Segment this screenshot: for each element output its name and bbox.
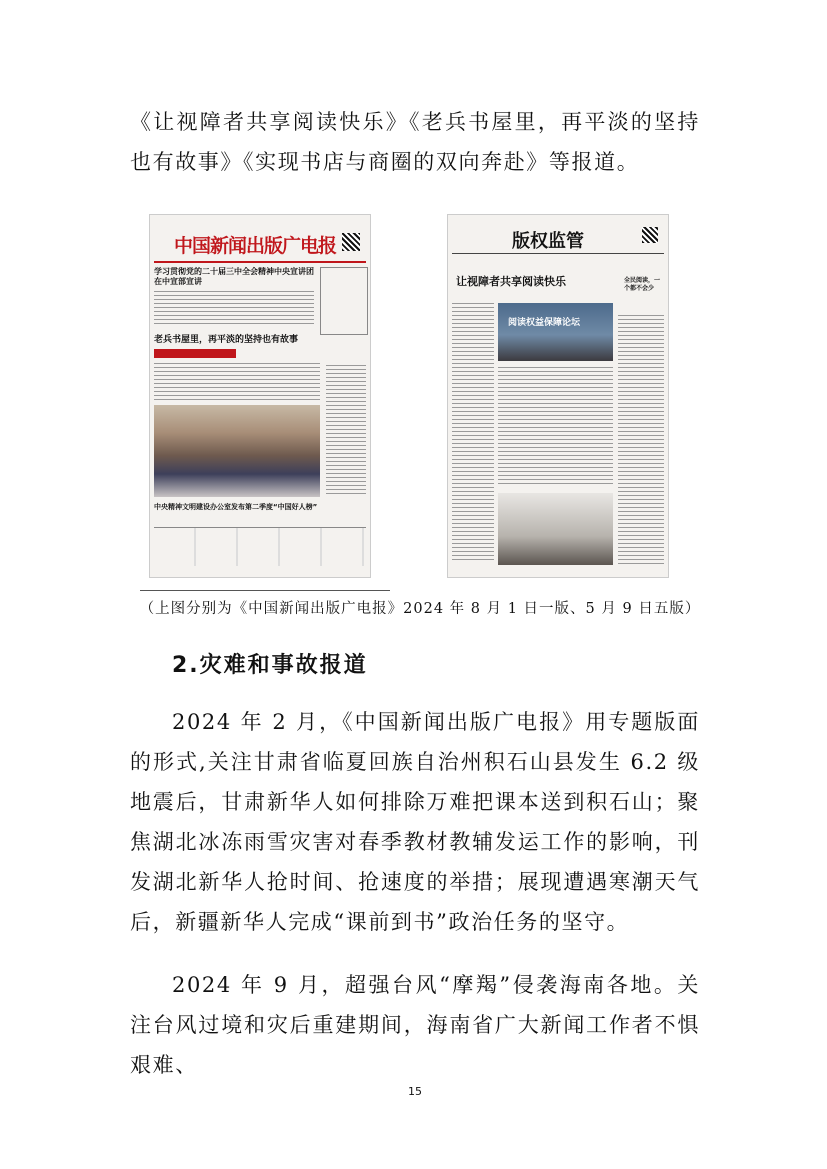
headline-1: 学习贯彻党的二十届三中全会精神中央宣讲团在中宣部宣讲 [154,267,314,286]
page-number: 15 [408,1085,422,1098]
red-banner [154,349,236,358]
text-columns [154,291,314,327]
caption-rule [140,590,390,591]
headline-2: 老兵书屋里，再平淡的坚持也有故事 [154,335,299,345]
newspaper-front-page [150,215,370,577]
text-columns [618,315,664,565]
section-header [452,223,664,254]
paragraph-2: 2024 年 2 月，《中国新闻出版广电报》用专题版面的形式,关注甘肃省临夏回族自治州积石山县发生 6.2 级地震后，甘肃新华人如何排除万难把课本送到积石山；聚焦湖北冰冻雨雪灾害对春季教材教辅发运工作的影响，刊发湖北新华人抢时间、抢速度的举措；展现遭遇寒潮天气后，新疆新华人完成“课前到书”政治任务的坚守。 [130,710,700,934]
newspaper-figure [140,215,680,585]
sidebar-box [320,267,368,335]
paragraph-top: 《让视障者共享阅读快乐》《老兵书屋里，再平淡的坚持也有故事》《实现书店与商圈的双向奔赴》等报道。 [130,110,700,174]
paragraph-3: 2024 年 9 月，超强台风“摩羯”侵袭海南各地。关注台风过境和灾后重建期间，海南省广大新闻工作者不惧艰难、 [130,973,700,1077]
text-columns [326,365,366,495]
section-heading: 2.灾难和事故报道 [172,653,368,678]
newspaper-section-page [448,215,668,577]
text-columns [154,363,320,403]
text-columns [498,367,613,487]
figure-caption: （上图分别为《中国新闻出版广电报》2024 年 8 月 1 日一版、5 月 9 日五版） [139,601,701,617]
headline-1: 让视障者共享阅读快乐 [456,275,566,288]
bottom-box [154,527,366,566]
headline-3: 中央精神文明建设办公室发布第二季度“中国好人榜” [154,503,318,511]
masthead: 中国新闻出版广电报 [174,235,337,257]
photo-children [154,405,320,497]
side-headline: 全民阅读，一个都不会少 [624,277,661,292]
photo-banner: 阅读权益保障论坛 [508,318,581,328]
photo-forum [498,303,613,361]
qr-code-icon [642,227,658,243]
photo-stage [498,493,613,565]
text-columns [452,303,494,563]
section-title: 版权监管 [512,231,584,252]
qr-code-icon [342,233,360,251]
